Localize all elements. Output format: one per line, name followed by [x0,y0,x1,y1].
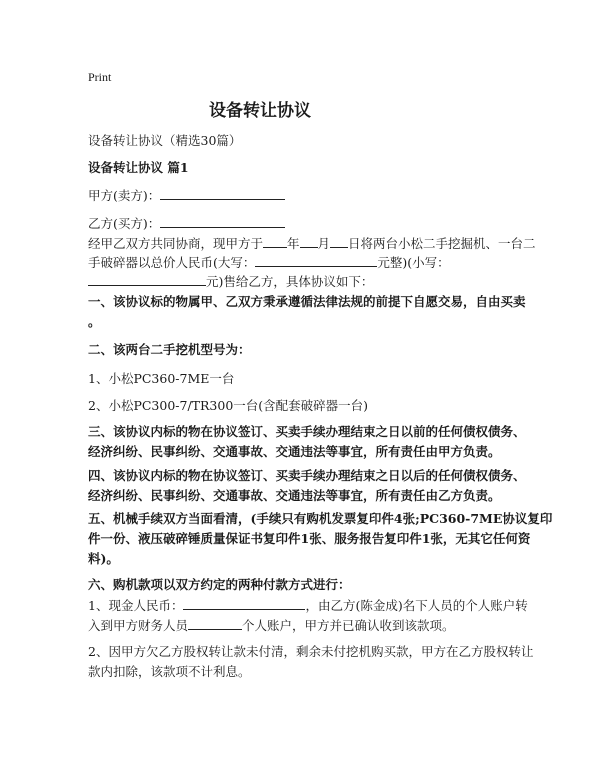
clause-4: 经济纠纷、民事纠纷、交通事故、交通违法等事宜，所有责任由乙方负责。 [88,488,501,503]
intro-line-3 [88,272,373,292]
cash-amount-blank [183,597,305,610]
document-title: 设备转让协议 [209,101,311,121]
text: 手破碎器以总价人民币(大写： [88,255,256,270]
clause-6: 六、购机款项以双方约定的两种付款方式进行： [88,577,351,592]
text: ，由乙方(陈金成)名下人员的个人账户转 [305,598,528,613]
finance-staff-blank [188,617,242,630]
text: 年 [287,236,300,251]
model-1: 1、小松PC360-7ME一台 [88,371,235,386]
clause-1: 。 [88,314,101,329]
party-b-line [88,214,285,234]
party-a-line [88,186,285,206]
party-a-label: 甲方(卖方)： [88,188,161,203]
year-blank [263,235,287,248]
payment-2: 款内扣除，该款项不计利息。 [88,664,251,679]
text: 1、现金人民币： [88,598,184,613]
subtitle: 设备转让协议（精选30篇） [88,133,242,148]
clause-5: 料)。 [88,551,119,566]
party-a-blank [160,187,285,200]
day-blank [330,235,348,248]
text: 日将两台小松二手挖掘机、一台二 [348,236,536,251]
text: 入到甲方财务人员 [88,618,189,633]
text: 月 [317,236,331,251]
intro-line-2 [88,253,450,273]
model-2: 2、小松PC300-7/TR300一台(含配套破碎器一台) [88,398,369,413]
clause-5: 件一份、液压破碎锤质量保证书复印件1张、服务报告复印件1张，无其它任何资 [88,531,531,546]
clause-4: 四、该协议内标的物在协议签订、买卖手续办理结束之日以后的任何债权债务、 [88,468,526,483]
party-b-blank [160,215,285,228]
clause-1: 一、该协议标的物属甲、乙双方秉承遵循法律法规的前提下自愿交易，自由买卖 [88,294,526,309]
text: 经甲乙双方共同协商，现甲方于 [88,236,264,251]
section-heading: 设备转让协议 篇1 [88,160,189,175]
clause-3: 三、该协议内标的物在协议签订、买卖手续办理结束之日以前的任何债权债务、 [88,424,526,439]
clause-5: 五、机械手续双方当面看清，(手续只有购机发票复印件4张;PC360-7ME协议复印 [88,511,553,526]
clause-3: 经济纠纷、民事纠纷、交通事故、交通违法等事宜，所有责任由甲方负责。 [88,444,501,459]
amount-number-blank [88,273,206,286]
text: 元)售给乙方，具体协议如下： [206,274,374,289]
print-link[interactable]: Print [88,70,112,84]
clause-2: 二、该两台二手挖机型号为： [88,342,251,357]
text: 元整)(小写： [377,255,450,270]
payment-1-line-1 [88,596,528,616]
text: 个人账户，甲方并已确认收到该款项。 [242,618,455,633]
party-b-label: 乙方(买方)： [88,216,161,231]
amount-words-blank [255,254,377,267]
intro-line-1 [88,234,536,254]
month-blank [300,235,318,248]
payment-2: 2、因甲方欠乙方股权转让款未付清，剩余未付挖机购买款，甲方在乙方股权转让 [88,644,534,659]
payment-1-line-2 [88,616,455,636]
